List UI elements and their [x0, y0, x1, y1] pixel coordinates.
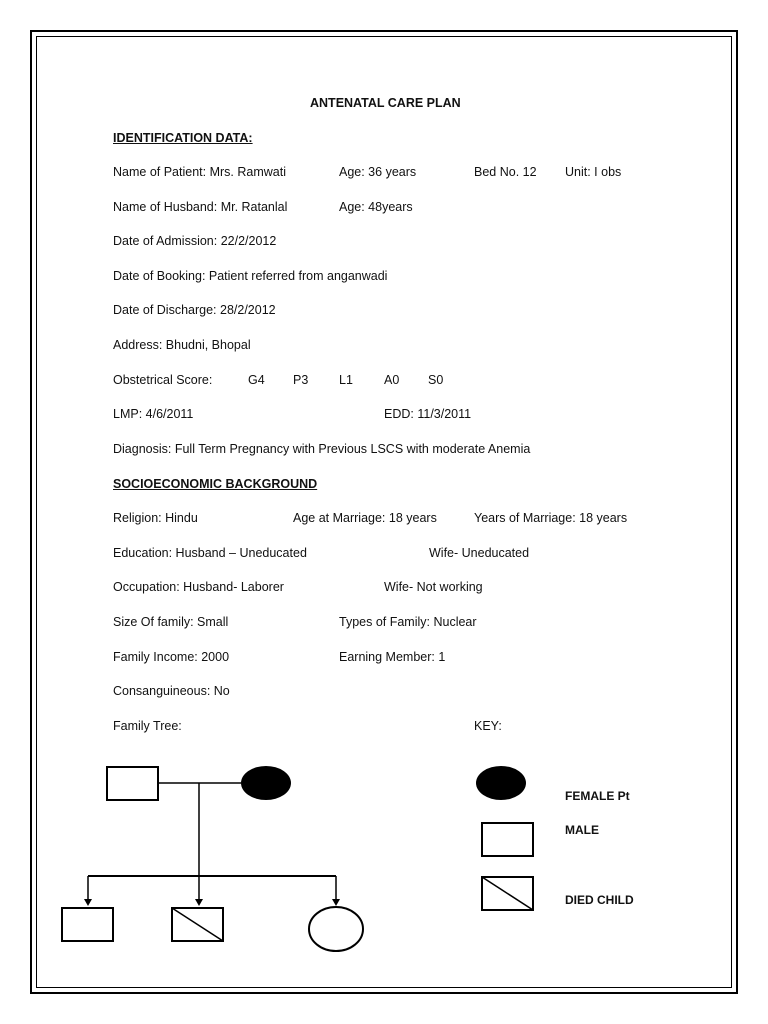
years-of-marriage: Years of Marriage: 18 years: [474, 511, 628, 525]
socioeconomic-heading: SOCIOECONOMIC BACKGROUND: [113, 477, 318, 491]
education-husband: Education: Husband – Uneducated: [113, 546, 307, 560]
father-male-symbol: [107, 767, 158, 800]
obstetric-score-g: G4: [248, 373, 265, 387]
key-female-label: FEMALE Pt: [565, 789, 630, 803]
diagnosis: Diagnosis: Full Term Pregnancy with Previous LSCS with moderate Anemia: [113, 442, 531, 456]
discharge-date: Date of Discharge: 28/2/2012: [113, 303, 276, 317]
obstetric-score-l: L1: [339, 373, 353, 387]
address: Address: Bhudni, Bhopal: [113, 338, 251, 352]
unit: Unit: I obs: [565, 165, 622, 179]
age-at-marriage: Age at Marriage: 18 years: [293, 511, 437, 525]
bed-number: Bed No. 12: [474, 165, 537, 179]
obstetric-score-p: P3: [293, 373, 309, 387]
husband-name: Name of Husband: Mr. Ratanlal: [113, 200, 288, 214]
child-male-symbol: [62, 908, 113, 941]
family-tree-label: Family Tree:: [113, 719, 182, 733]
key-male-label: MALE: [565, 823, 599, 837]
key-label: KEY:: [474, 719, 502, 733]
patient-name: Name of Patient: Mrs. Ramwati: [113, 165, 286, 179]
family-income: Family Income: 2000: [113, 650, 230, 664]
family-type: Types of Family: Nuclear: [339, 615, 477, 629]
key-died-child-label: DIED CHILD: [565, 893, 634, 907]
edd: EDD: 11/3/2011: [384, 407, 472, 421]
obstetric-score-s: S0: [428, 373, 444, 387]
earning-member: Earning Member: 1: [339, 650, 446, 664]
obstetric-score-label: Obstetrical Score:: [113, 373, 213, 387]
child-3-arrow: [332, 899, 340, 906]
obstetric-score-a: A0: [384, 373, 400, 387]
occupation-husband: Occupation: Husband- Laborer: [113, 580, 284, 594]
admission-date: Date of Admission: 22/2/2012: [113, 234, 277, 248]
child-1-arrow: [84, 899, 92, 906]
husband-age: Age: 48years: [339, 200, 413, 214]
occupation-wife: Wife- Not working: [384, 580, 483, 594]
booking-date: Date of Booking: Patient referred from anganwadi: [113, 269, 388, 283]
document-title: ANTENATAL CARE PLAN: [310, 96, 461, 110]
religion: Religion: Hindu: [113, 511, 198, 525]
identification-heading: IDENTIFICATION DATA:: [113, 131, 253, 145]
child-female-symbol: [309, 907, 363, 951]
consanguineous: Consanguineous: No: [113, 684, 230, 698]
education-wife: Wife- Uneducated: [429, 546, 530, 560]
key-male-symbol: [482, 823, 533, 856]
key-female-symbol: [476, 766, 526, 800]
mother-female-patient-symbol: [241, 766, 291, 800]
patient-age: Age: 36 years: [339, 165, 417, 179]
family-size: Size Of family: Small: [113, 615, 229, 629]
lmp: LMP: 4/6/2011: [113, 407, 194, 421]
